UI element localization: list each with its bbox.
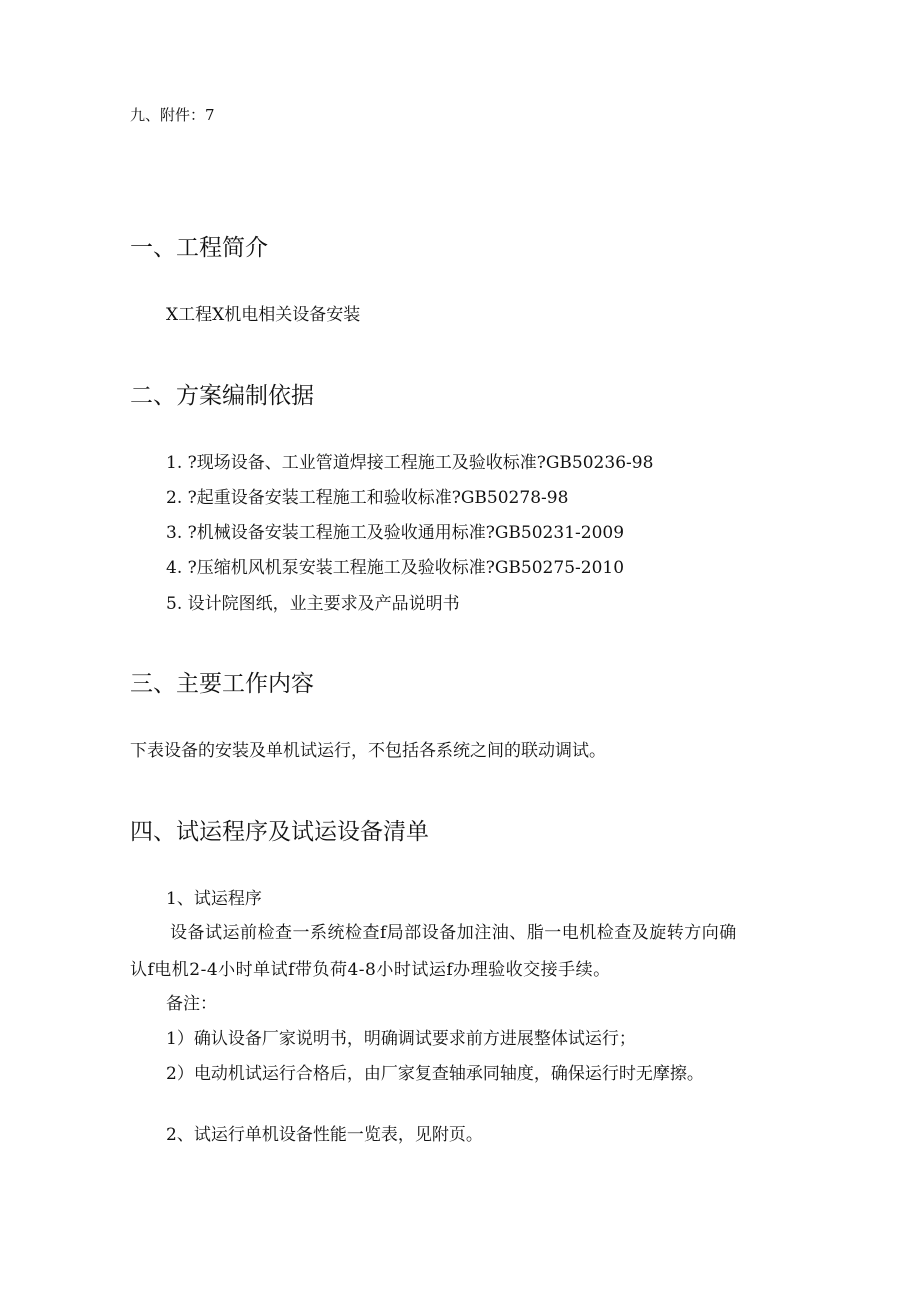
note-item: 1）确认设备厂家说明书，明确调试要求前方进展整体试运行； xyxy=(166,1029,636,1049)
section-heading-project-intro: 一、工程简介 xyxy=(130,235,268,261)
basis-item: 2. ?起重设备安装工程施工和验收标准?GB50278-98 xyxy=(166,488,569,508)
trial-procedure-line: 认f电机2-4小时单试f带负荷4-8小时试运f办理验收交接手续。 xyxy=(130,960,611,980)
section-heading-trial-run: 四、试运程序及试运设备清单 xyxy=(130,819,429,845)
basis-item: 3. ?机械设备安装工程施工及验收通用标准?GB50231-2009 xyxy=(166,523,625,543)
section-heading-basis: 二、方案编制依据 xyxy=(130,383,314,409)
toc-tail-line: 九、附件：7 xyxy=(130,106,215,124)
project-intro-text: X工程X机电相关设备安装 xyxy=(166,305,361,325)
note-label: 备注： xyxy=(166,994,217,1014)
trial-procedure-line: 设备试运前检查一系统检查f局部设备加注油、脂一电机检查及旋转方向确 xyxy=(170,923,737,943)
main-work-text: 下表设备的安装及单机试运行，不包括各系统之间的联动调试。 xyxy=(130,741,606,761)
trial-procedure-title: 1、试运程序 xyxy=(166,889,262,909)
basis-item: 5. 设计院图纸，业主要求及产品说明书 xyxy=(166,594,460,614)
performance-table-reference: 2、试运行单机设备性能一览表，见附页。 xyxy=(166,1125,483,1145)
note-item: 2）电动机试运行合格后，由厂家复查轴承同轴度，确保运行时无摩擦。 xyxy=(166,1064,704,1084)
basis-item: 4. ?压缩机风机泵安装工程施工及验收标准?GB50275-2010 xyxy=(166,558,625,578)
basis-item: 1. ?现场设备、工业管道焊接工程施工及验收标准?GB50236-98 xyxy=(166,453,654,473)
section-heading-main-work: 三、主要工作内容 xyxy=(130,671,314,697)
